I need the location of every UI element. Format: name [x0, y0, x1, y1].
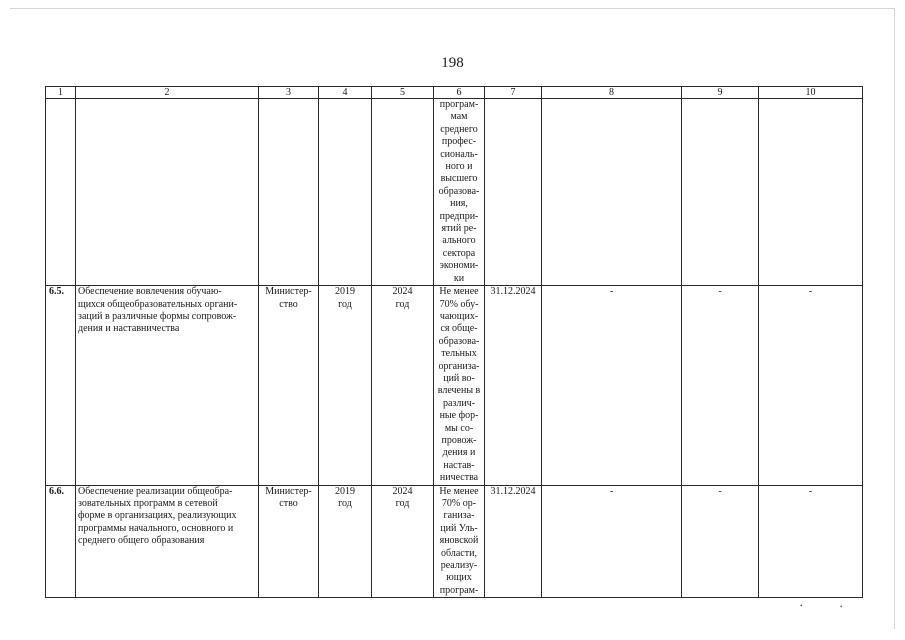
scan-speck: • — [800, 602, 803, 610]
header-cell: 8 — [542, 87, 682, 99]
col9-value — [682, 99, 759, 286]
col10-value: - — [759, 485, 863, 598]
col8-value — [542, 99, 682, 286]
deadline-date — [485, 99, 542, 286]
end-year: 2024 год — [372, 485, 434, 598]
table-row — [46, 99, 863, 286]
task-text: Обеспечение реализации общеобра- зовательных программ в сетевой форме в организациях, реализующих программы начального, основного и среднего общего образования — [76, 485, 259, 598]
col9-value: - — [682, 286, 759, 486]
result-text: Не менее 70% ор- ганиза- ций Уль- яновской области, реализу- ющих програм- — [434, 485, 485, 598]
page-number: 198 — [441, 55, 464, 71]
header-cell: 5 — [372, 87, 434, 99]
col8-value: - — [542, 485, 682, 598]
header-cell: 3 — [259, 87, 319, 99]
col8-value: - — [542, 286, 682, 486]
deadline-date: 31.12.2024 — [485, 485, 542, 598]
result-text: програм- мам среднего профес- сиональ- ного и высшего образова- ния, предпри- ятий ре- ального сектора экономи- ки — [434, 99, 485, 286]
start-year — [319, 99, 372, 286]
end-year: 2024 год — [372, 286, 434, 486]
executor: Министер- ство — [259, 286, 319, 486]
table-row — [46, 485, 863, 598]
header-cell: 10 — [759, 87, 863, 99]
row-number: 6.5. — [46, 286, 76, 486]
col10-value — [759, 99, 863, 286]
task-text — [76, 99, 259, 286]
header-cell: 4 — [319, 87, 372, 99]
plan-table — [45, 86, 863, 598]
start-year: 2019 год — [319, 485, 372, 598]
row-number: 6.6. — [46, 485, 76, 598]
start-year: 2019 год — [319, 286, 372, 486]
header-row — [46, 87, 863, 99]
col10-value: - — [759, 286, 863, 486]
deadline-date: 31.12.2024 — [485, 286, 542, 486]
header-cell: 1 — [46, 87, 76, 99]
header-cell: 6 — [434, 87, 485, 99]
col9-value: - — [682, 485, 759, 598]
executor: Министер- ство — [259, 485, 319, 598]
executor — [259, 99, 319, 286]
header-cell: 9 — [682, 87, 759, 99]
header-cell: 7 — [485, 87, 542, 99]
scan-speck: • — [840, 603, 843, 611]
end-year — [372, 99, 434, 286]
task-text: Обеспечение вовлечения обучаю- щихся общеобразовательных органи- заций в различные формы сопровож- дения и наставничества — [76, 286, 259, 486]
header-cell: 2 — [76, 87, 259, 99]
result-text: Не менее 70% обу- чающих- ся обще- образова- тельных организа- ций во- влечены в различ- ные фор- мы со- провож- дения и настав- ничества — [434, 286, 485, 486]
table-row — [46, 286, 863, 486]
row-number — [46, 99, 76, 286]
